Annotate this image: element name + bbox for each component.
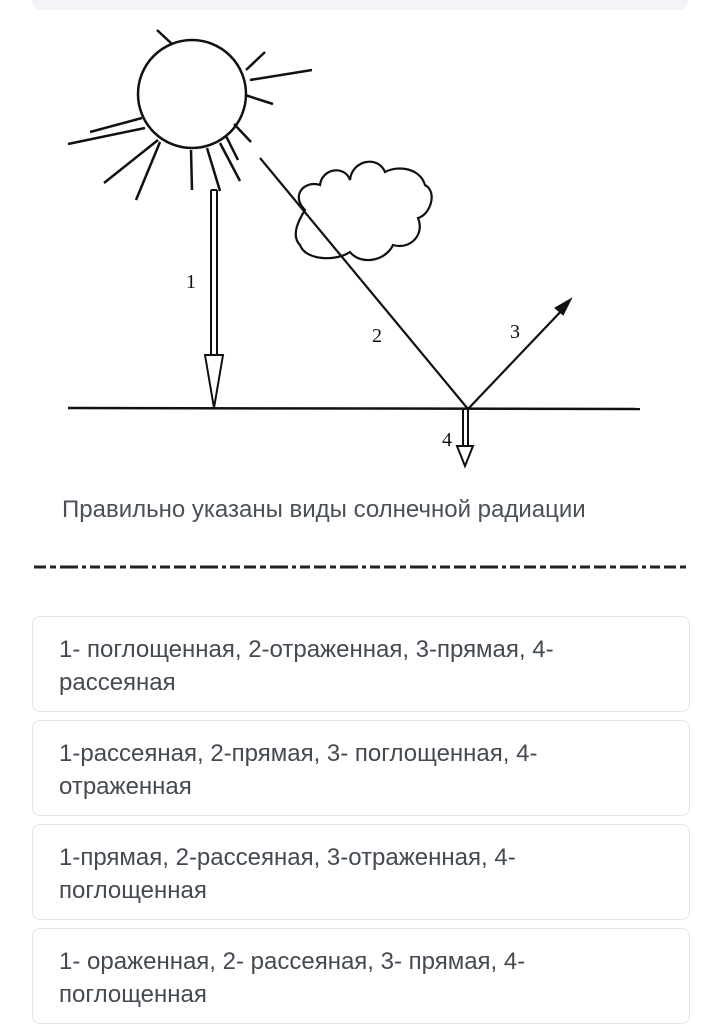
cloud-icon: [296, 162, 432, 260]
ray-2-label: 2: [372, 325, 382, 347]
answer-option-1[interactable]: 1- поглощенная, 2-отраженная, 3-прямая, 4-рассеяная: [32, 616, 690, 712]
ray-1-arrow: [205, 190, 223, 408]
answer-option-2[interactable]: 1-рассеяная, 2-прямая, 3- поглощенная, 4-отраженная: [32, 720, 690, 816]
question-text: Правильно указаны виды солнечной радиации: [62, 496, 586, 523]
ray-2-line: [260, 158, 468, 409]
answer-blank-line: [34, 564, 688, 570]
ray-1-label: 1: [186, 271, 196, 293]
solar-radiation-diagram: [0, 0, 720, 480]
ray-3-label: 3: [510, 321, 520, 343]
answer-option-3[interactable]: 1-прямая, 2-рассеяная, 3-отраженная, 4-поглощенная: [32, 824, 690, 920]
answer-options: [32, 616, 690, 1032]
ray-4-label: 4: [442, 429, 452, 451]
ground-line: [68, 408, 640, 409]
answer-option-4[interactable]: 1- ораженная, 2- рассеяная, 3- прямая, 4-поглощенная: [32, 928, 690, 1024]
ray-3-arrow: [468, 300, 570, 409]
sun-icon: [68, 30, 312, 200]
ray-4-arrow: [457, 409, 473, 466]
